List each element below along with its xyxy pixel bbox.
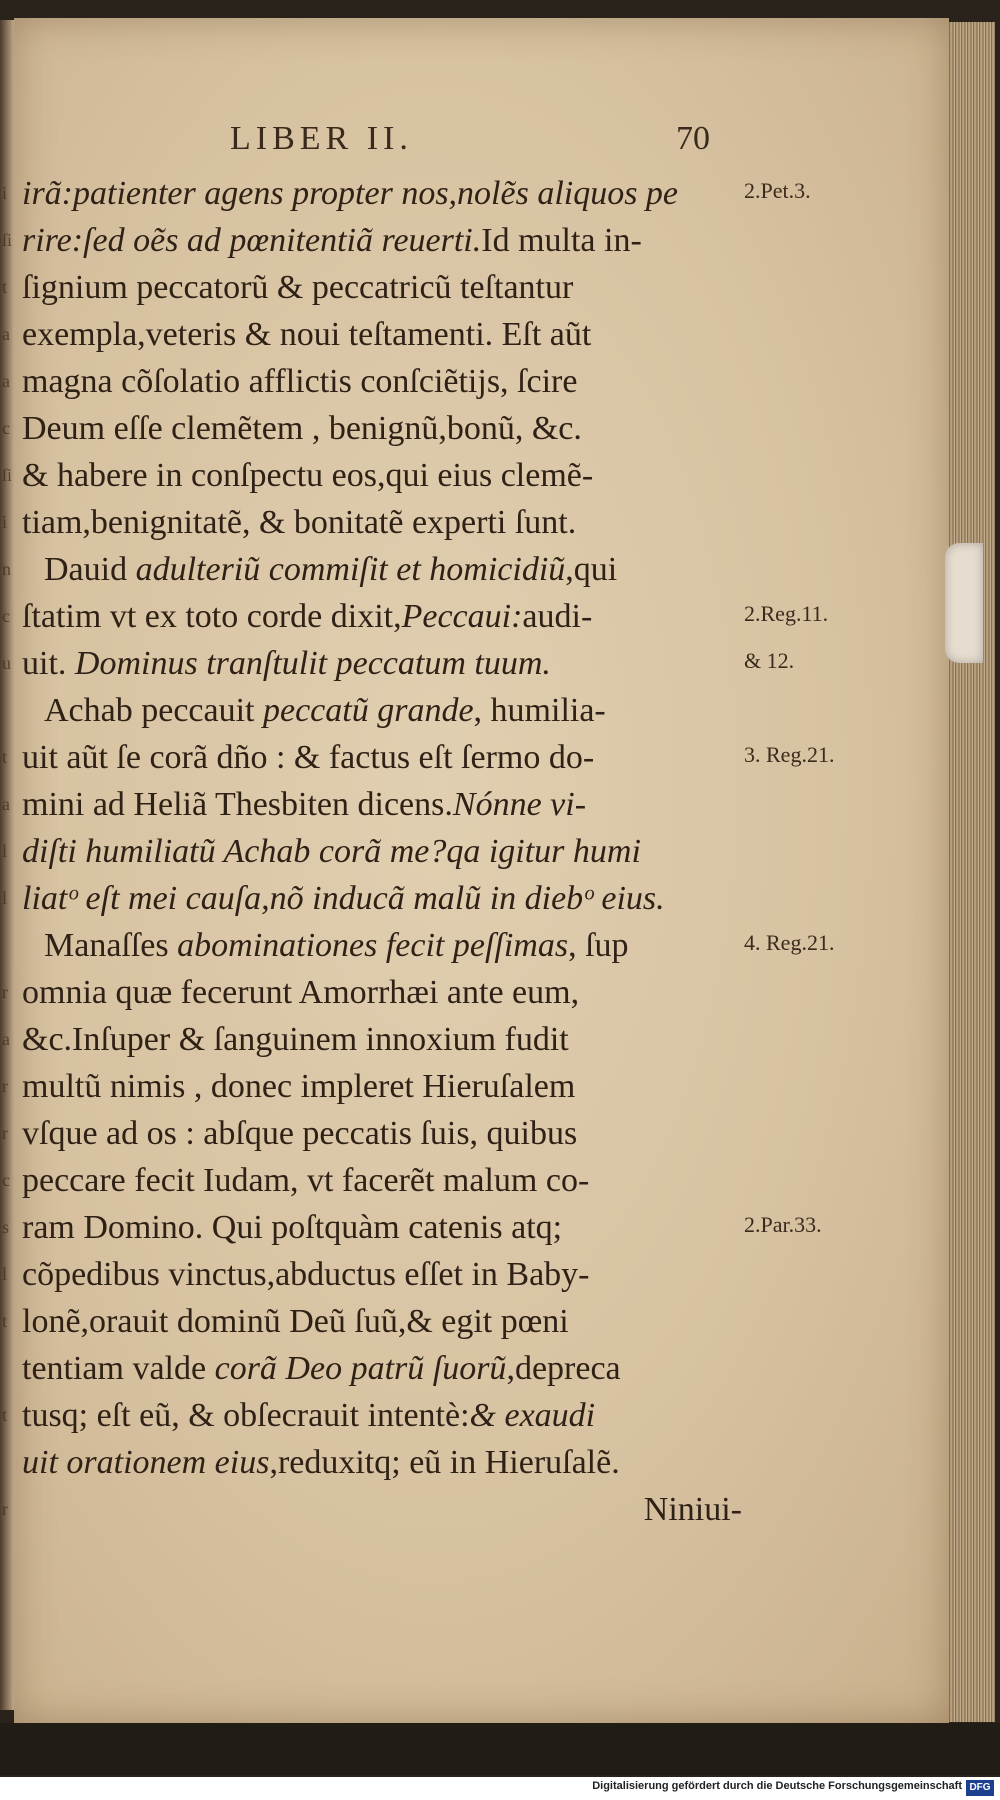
roman-text-segment: Niniui- [643,1491,742,1528]
text-line [22,358,742,405]
roman-text-segment: omnia quæ fecerunt Amorrhæi ante eum, [22,974,580,1011]
bleed-mark: r [2,1123,8,1143]
text-line [22,969,742,1016]
bleed-mark: s [2,1217,10,1237]
text-line [22,1345,742,1392]
text-line [22,734,742,781]
bleed-mark [2,687,18,734]
bleed-mark: t [2,1405,8,1425]
roman-text-segment: exempla,veteris & noui teſtamenti. Eſt aũt [22,316,592,353]
roman-text-segment: ſtatim vt ex toto corde dixit, [22,598,402,635]
roman-text-segment: peccare fecit Iudam, vt facerẽt malum co- [22,1162,590,1199]
text-line [22,452,742,499]
italic-text-segment: Peccaui: [401,598,523,635]
italic-text-segment: adulteriũ commiſit et homicidiũ [135,551,566,588]
bleed-mark: ſi [2,230,13,250]
text-line [22,1392,742,1439]
credit-text: Digitalisierung gefördert durch die Deutsche Forschungsgemeinschaft [592,1780,962,1792]
bleed-mark: a [2,794,10,814]
left-bleed-marks [2,170,18,1533]
bleed-mark: t [2,747,8,767]
roman-text-segment: lonẽ,orauit dominũ Deũ ſuũ,& egit pœni [22,1303,569,1340]
bleed-mark: c [2,418,10,438]
roman-text-segment: mini ad Heliã Thesbiten dicens. [22,786,453,823]
text-line [22,875,742,922]
roman-text-segment: uit aũt ſe corã dño : & factus eſt ſermo do- [22,739,595,776]
bleed-mark: c [2,1170,10,1190]
text-line [22,640,742,687]
bleed-mark: r [2,1499,8,1519]
roman-text-segment: tusq; eſt eũ, & obſecrauit intentè: [22,1397,470,1434]
margin-note: 4. Reg.21. [744,930,835,955]
page-tab-marker [945,543,983,663]
text-line [22,1298,742,1345]
text-line [22,1439,742,1486]
bleed-mark: i [2,183,8,203]
text-line [22,1016,742,1063]
bleed-mark [2,1345,18,1392]
roman-text-segment: Achab peccauit [44,692,263,729]
roman-text-segment: &c.Inſuper & ſanguinem innoxium fudit [22,1021,569,1058]
text-line [22,405,742,452]
roman-text-segment: ſignium peccatorũ & peccatricũ teſtantur [22,269,574,306]
dfg-logo: DFG [966,1780,994,1796]
bleed-mark: i [2,512,8,532]
text-line [22,546,742,593]
margin-note: & 12. [744,648,795,673]
roman-text-segment: tentiam valde [22,1350,215,1387]
folio-number: 70 [676,120,710,157]
italic-text-segment: rire:ſed oẽs ad pœnitentiã reuerti. [22,222,482,259]
margin-note: 2.Reg.11. [744,601,829,626]
running-head: LIBER II. [230,120,413,157]
roman-text-segment: ,depreca [506,1350,621,1387]
bleed-mark: u [2,653,11,673]
text-line [22,828,742,875]
roman-text-segment: magna cõſolatio afflictis conſciẽtijs, ſcire [22,363,578,400]
roman-text-segment: tiam,benignitatẽ, & bonitatẽ experti ſunt. [22,504,577,541]
bleed-mark: a [2,1029,10,1049]
roman-text-segment: ,reduxitq; eũ in Hieruſalẽ. [269,1444,620,1481]
roman-text-segment: Manaſſes [44,927,178,964]
text-line [22,1251,742,1298]
bleed-mark: r [2,982,8,1002]
roman-text-segment: vſque ad os : abſque peccatis ſuis, quibus [22,1115,578,1152]
italic-text-segment: corã Deo patrũ ſuorũ [214,1350,507,1387]
digitization-credit-bar [0,1777,1000,1800]
italic-text-segment: liatᵒ eſt mei cauſa,nõ inducã malũ in diebᵒ eius. [22,880,665,917]
roman-text-segment: Deum eſſe clemẽtem , benignũ,bonũ, &c. [22,410,582,447]
page-edges [949,22,995,1722]
text-line [22,264,742,311]
bleed-mark [2,1439,18,1486]
bleed-mark: a [2,324,10,344]
italic-text-segment: irã:patienter agens propter nos,nolẽs aliquos pe [22,175,679,212]
bleed-mark: a [2,371,10,391]
text-line [22,1110,742,1157]
roman-text-segment: , humilia- [473,692,606,729]
roman-text-segment: ,qui [565,551,618,588]
italic-text-segment: & exaudi [469,1397,596,1434]
text-line [22,311,742,358]
text-line [22,1204,742,1251]
text-line [22,217,742,264]
bleed-mark: t [2,1311,8,1331]
catchword [22,1486,742,1533]
bleed-mark: l [2,888,8,908]
italic-text-segment: Nónne vi- [452,786,587,823]
bleed-mark: t [2,277,8,297]
italic-text-segment: diſti humiliatũ Achab corã me?qa igitur humi [22,833,641,870]
text-line [22,170,742,217]
roman-text-segment: Id multa in- [481,222,642,259]
roman-text-segment: uit. [22,645,75,682]
margin-note: 2.Pet.3. [744,178,811,203]
bleed-mark: c [2,606,10,626]
roman-text-segment: , ſup [568,927,629,964]
text-line [22,1063,742,1110]
bleed-mark: l [2,1264,8,1284]
text-line [22,781,742,828]
roman-text-segment: multũ nimis , donec impleret Hieruſalem [22,1068,576,1105]
text-line [22,593,742,640]
text-line [22,499,742,546]
bleed-mark: l [2,841,8,861]
roman-text-segment: ram Domino. Qui poſtquàm catenis atq; [22,1209,563,1246]
italic-text-segment: uit orationem eius [22,1444,270,1481]
roman-text-segment: cõpedibus vinctus,abductus eſſet in Baby- [22,1256,590,1293]
italic-text-segment: abominationes fecit peſſimas [177,927,569,964]
italic-text-segment: peccatũ grande [263,692,474,729]
margin-note: 3. Reg.21. [744,742,835,767]
bleed-mark: n [2,559,11,579]
bleed-mark: ſi [2,465,13,485]
text-line [22,687,742,734]
roman-text-segment: & habere in conſpectu eos,qui eius clemẽ- [22,457,594,494]
text-line [22,922,742,969]
roman-text-segment: audi- [522,598,593,635]
italic-text-segment: Dominus tranſtulit peccatum tuum. [74,645,551,682]
text-line [22,1157,742,1204]
body-text [22,170,742,1533]
scan-bottom-band [0,1723,1000,1775]
margin-note: 2.Par.33. [744,1212,822,1237]
bleed-mark: r [2,1076,8,1096]
roman-text-segment: Dauid [44,551,136,588]
bleed-mark [2,922,18,969]
